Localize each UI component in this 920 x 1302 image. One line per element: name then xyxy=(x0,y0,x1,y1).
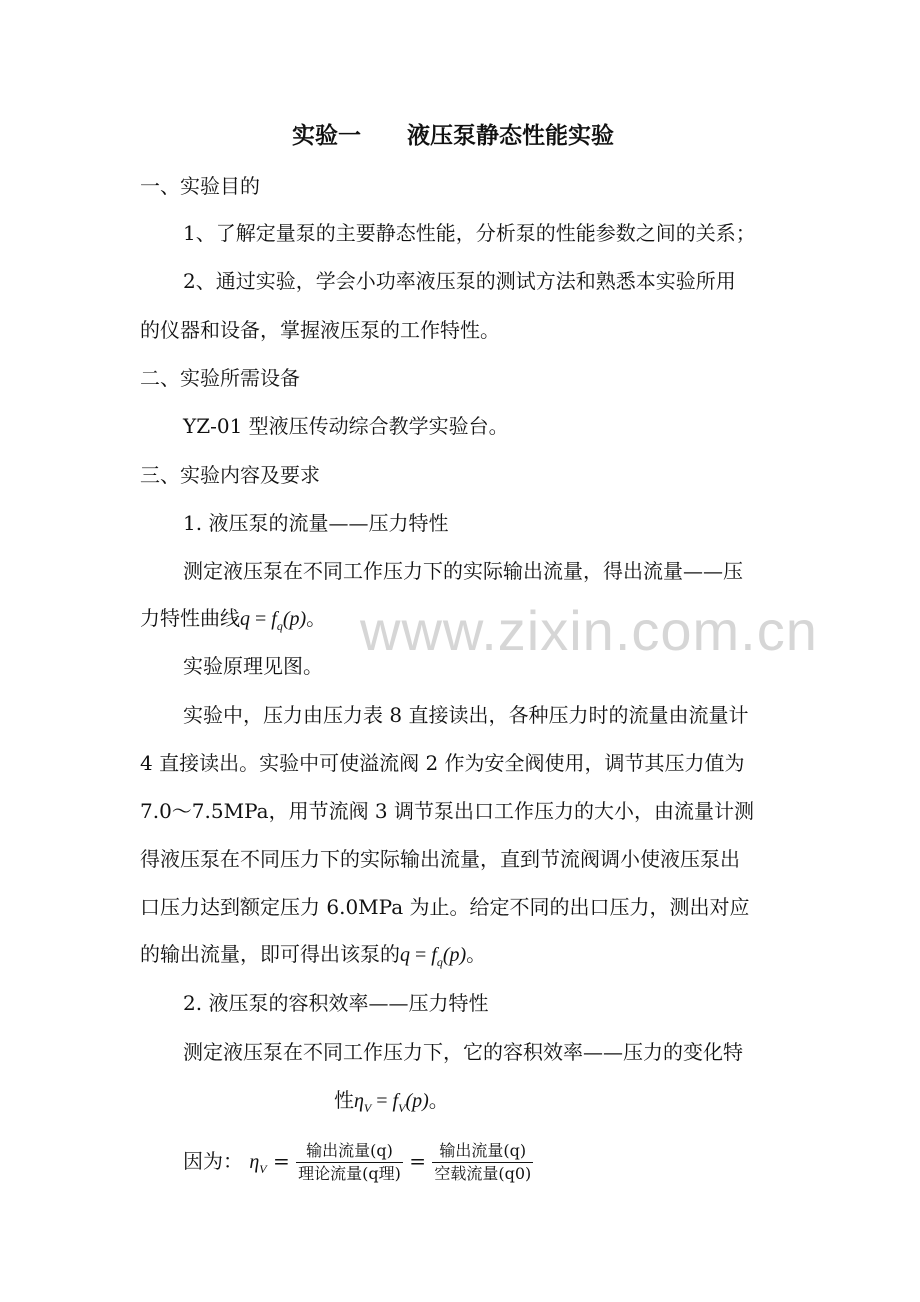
paragraph-6a: 实验中，压力由压力表 8 直接读出，各种压力时的流量由流量计 xyxy=(183,703,749,727)
paragraph-5: 实验原理见图。 xyxy=(183,654,323,678)
paragraph-7b: 性$\eta_V = f_V(p)$。 xyxy=(334,1088,449,1115)
formula-q-fq-p: $q = f_q(p)$ xyxy=(240,608,307,633)
because-label: 因为： xyxy=(183,1149,243,1173)
fraction-1 xyxy=(296,1140,403,1185)
paragraph-6f: 的输出流量，即可得出该泵的$q = f_q(p)$。 xyxy=(140,942,487,969)
eta-symbol: $\eta_V$ xyxy=(249,1151,267,1176)
fraction-2-numerator: 输出流量(q) xyxy=(432,1140,533,1163)
formula-q-fq-p-2: $q = f_q(p)$ xyxy=(400,944,467,969)
formula-eta-fv-p: $\eta_V = f_V(p)$ xyxy=(354,1090,429,1115)
paragraph-2b: 的仪器和设备，掌握液压泵的工作特性。 xyxy=(140,318,500,342)
section-heading-3: 三、实验内容及要求 xyxy=(140,463,320,487)
paragraph-4b: 力特性曲线$q = f_q(p)$。 xyxy=(140,606,327,633)
paragraph-6e: 口压力达到额定压力 6.0MPa 为止。给定不同的出口压力，测出对应 xyxy=(140,895,750,919)
watermark: www.zixin.com.cn xyxy=(360,599,818,662)
subheading-2: 2. 液压泵的容积效率——压力特性 xyxy=(183,991,489,1015)
equals-sign-2: = xyxy=(409,1149,433,1173)
page-title: 实验一 液压泵静态性能实验 xyxy=(292,122,614,149)
paragraph-7a: 测定液压泵在不同工作压力下，它的容积效率——压力的变化特 xyxy=(183,1040,743,1064)
paragraph-4a: 测定液压泵在不同工作压力下的实际输出流量，得出流量——压 xyxy=(183,559,743,583)
paragraph-3: YZ-01 型液压传动综合教学实验台。 xyxy=(183,414,509,438)
fraction-2-denominator: 空载流量(q0) xyxy=(434,1164,532,1183)
paragraph-6b: 4 直接读出。实验中可使溢流阀 2 作为安全阀使用，调节其压力值为 xyxy=(140,751,745,775)
paragraph-7b-text: 性 xyxy=(334,1088,354,1112)
fraction-1-denominator: 理论流量(q理) xyxy=(298,1164,401,1183)
paragraph-2a: 2、通过实验，学会小功率液压泵的测试方法和熟悉本实验所用 xyxy=(183,269,736,293)
fraction-1-numerator: 输出流量(q) xyxy=(296,1140,403,1163)
paragraph-6d: 得液压泵在不同压力下的实际输出流量，直到节流阀调小使液压泵出 xyxy=(140,847,740,871)
fraction-2 xyxy=(432,1140,533,1185)
section-heading-2: 二、实验所需设备 xyxy=(140,366,300,390)
equals-sign: = xyxy=(272,1149,297,1173)
paragraph-1: 1、了解定量泵的主要静态性能，分析泵的性能参数之间的关系； xyxy=(183,221,756,245)
paragraph-6c: 7.0～7.5MPa，用节流阀 3 调节泵出口工作压力的大小，由流量计测 xyxy=(140,799,755,823)
subheading-1: 1. 液压泵的流量——压力特性 xyxy=(183,511,449,535)
paragraph-4b-text: 力特性曲线 xyxy=(140,606,240,630)
paragraph-6f-text: 的输出流量，即可得出该泵的 xyxy=(140,942,400,966)
efficiency-formula xyxy=(183,1136,533,1194)
section-heading-1: 一、实验目的 xyxy=(140,174,260,198)
